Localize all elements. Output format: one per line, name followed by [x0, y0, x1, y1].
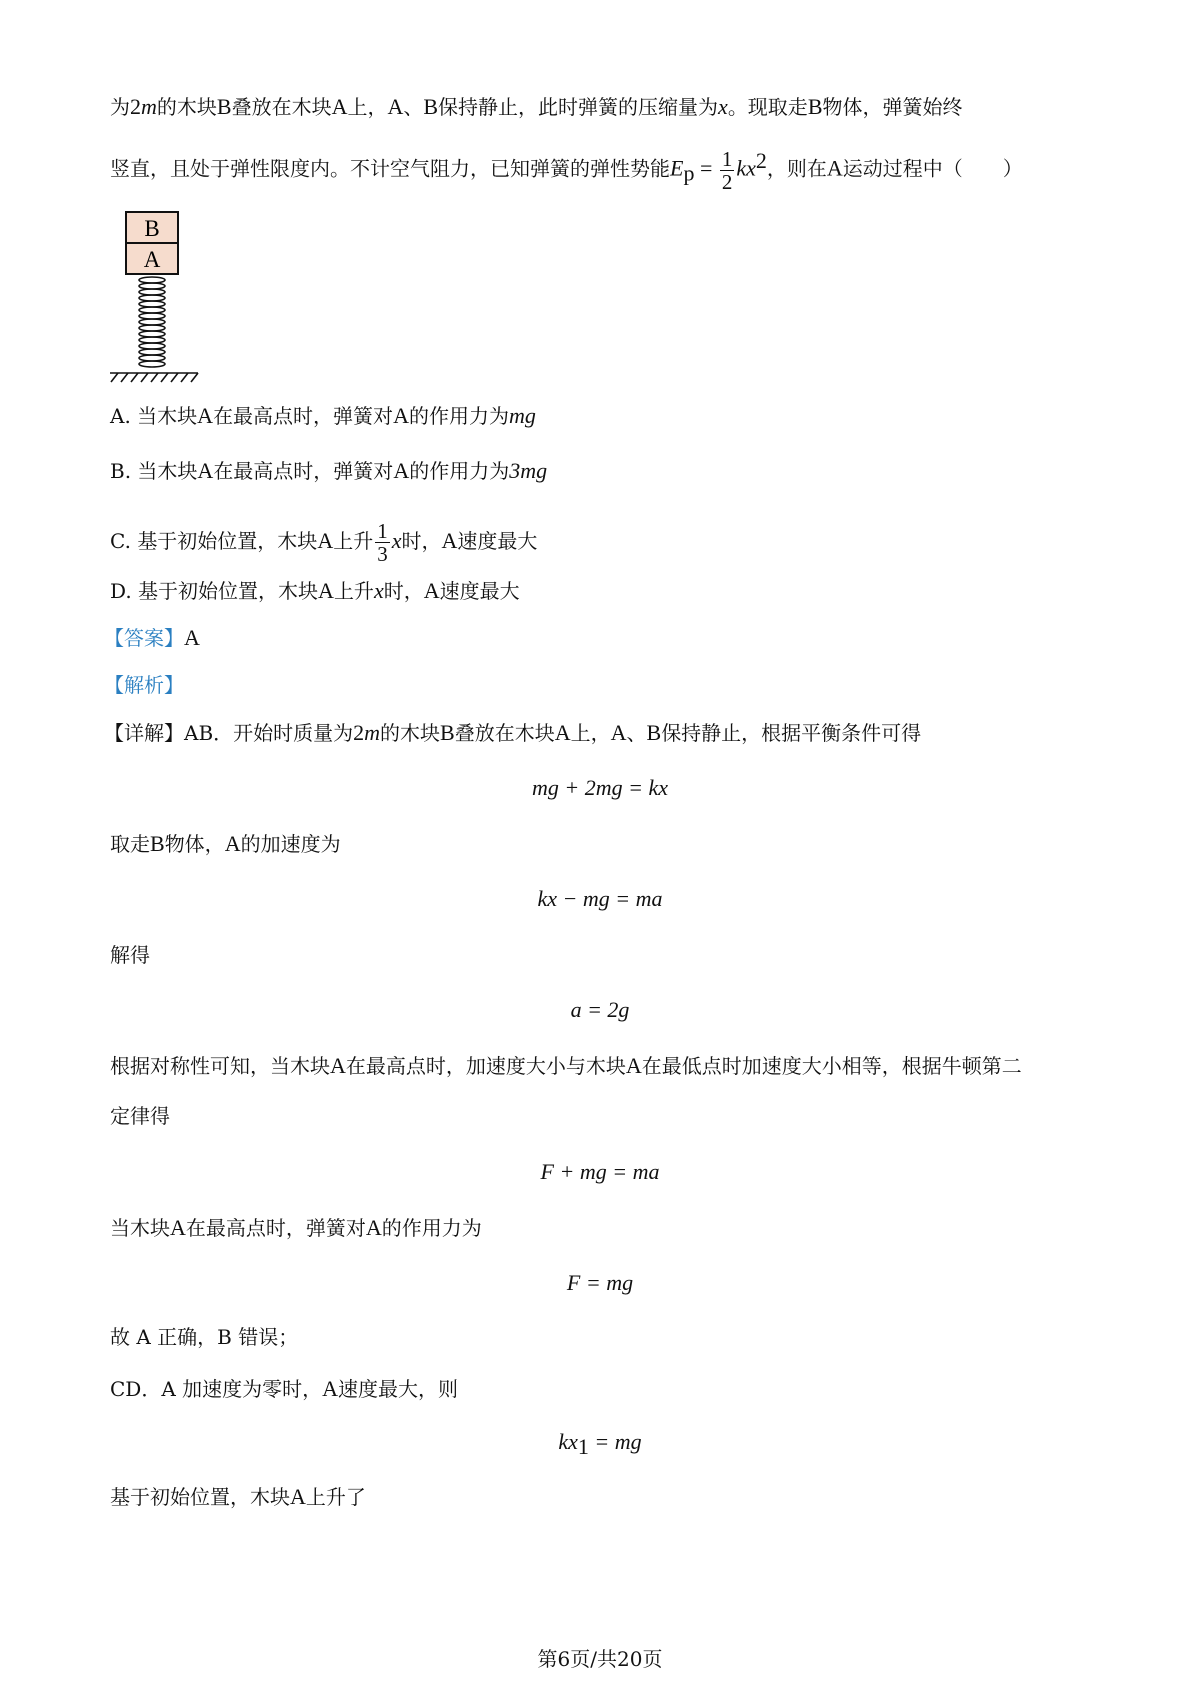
detail-line-2: 取走B物体，A的加速度为	[110, 831, 341, 856]
equation-1: mg + 2mg = kx	[532, 775, 668, 800]
detail-line-8: CD．A 加速度为零时，A速度最大，则	[110, 1376, 459, 1401]
detail-line-6: 当木块A在最高点时，弹簧对A的作用力为	[110, 1215, 482, 1240]
detail-line-9: 基于初始位置，木块A上升了	[110, 1484, 366, 1509]
ground-hatch	[110, 373, 198, 382]
analysis-line	[104, 670, 184, 700]
spring-blocks-figure	[108, 210, 200, 388]
fraction-third: $\frac{1}{3}$	[377, 519, 388, 566]
block-a-label: A	[143, 247, 161, 272]
equation-5: F = mg	[566, 1270, 634, 1295]
equation-3: a = 2g	[570, 997, 630, 1022]
option-a[interactable]: A. 当木块A在最高点时，弹簧对A的作用力为mg	[110, 403, 536, 428]
detail-line-3: 解得	[110, 943, 150, 967]
detail-line-7: 故 A 正确，B 错误；	[110, 1325, 299, 1349]
option-b[interactable]: B. 当木块A在最高点时，弹簧对A的作用力为3mg	[110, 458, 548, 483]
fraction-half: $\frac{1}{2}$	[721, 146, 733, 194]
equation-2: kx − mg = ma	[537, 886, 663, 911]
detail-line-5: 定律得	[110, 1104, 170, 1128]
option-d[interactable]: D. 基于初始位置，木块A上升x时，A速度最大	[110, 578, 520, 603]
answer-value: A	[184, 625, 200, 650]
page-footer: 第6页/共20页	[537, 1647, 663, 1671]
question-line-1: 为2m的木块B叠放在木块A上，A、B保持静止，此时弹簧的压缩量为x。现取走B物体，弹簧始终	[110, 94, 963, 119]
detail-line-1: 【详解】AB．开始时质量为2m的木块B叠放在木块A上，A、B保持静止，根据平衡条件可得	[104, 720, 922, 745]
equation-6: $kx_1$ = mg	[558, 1429, 642, 1460]
block-b-label: B	[144, 216, 160, 241]
answer-line	[104, 623, 200, 653]
equation-4: F + mg = ma	[540, 1159, 660, 1184]
question-line-2: 竖直，且处于弹性限度内。不计空气阻力，已知弹簧的弹性势能$E_p$ = $\frac{1}{2}$ $kx^2$，则在A运动过程中（ ）	[110, 146, 1023, 194]
analysis-tag: 【解析】	[104, 673, 184, 697]
detail-line-4: 根据对称性可知，当木块A在最高点时，加速度大小与木块A在最低点时加速度大小相等，根据牛顿第二	[110, 1053, 1022, 1078]
answer-tag: 【答案】	[104, 626, 184, 650]
option-c[interactable]: C. 基于初始位置，木块A上升 $\frac{1}{3}$ x时，A速度最大	[110, 519, 538, 566]
spring-coil	[139, 277, 165, 367]
